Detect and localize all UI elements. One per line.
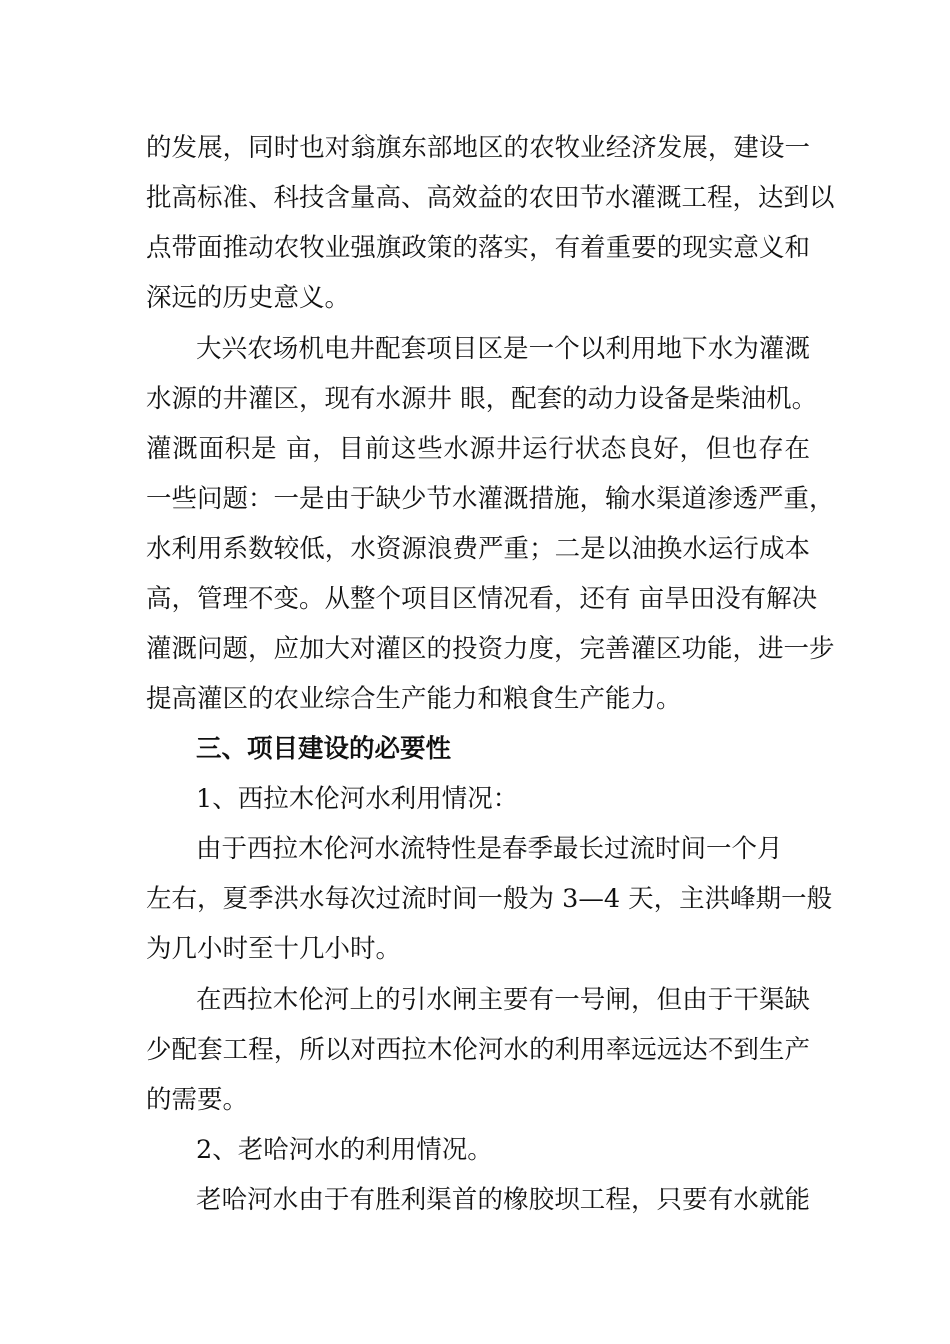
body-text-line: 为几小时至十几小时。: [146, 934, 402, 964]
paragraph-first-line: 老哈河水由于有胜利渠首的橡胶坝工程，只要有水就能: [196, 1185, 810, 1215]
paragraph-first-line: 大兴农场机电井配套项目区是一个以利用地下水为灌溉: [196, 334, 810, 364]
body-text-line: 高，管理不变。从整个项目区情况看，还有 亩旱田没有解决: [146, 584, 818, 614]
body-text-line: 一些问题：一是由于缺少节水灌溉措施，输水渠道渗透严重，: [146, 484, 835, 514]
body-text-line: 水源的井灌区，现有水源井 眼，配套的动力设备是柴油机。: [146, 384, 818, 414]
subsection-heading: 2、老哈河水的利用情况。: [196, 1135, 493, 1165]
body-text-line: 灌溉面积是 亩，目前这些水源井运行状态良好，但也存在: [146, 434, 810, 464]
body-text-line: 提高灌区的农业综合生产能力和粮食生产能力。: [146, 684, 682, 714]
paragraph-first-line: 由于西拉木伦河水流特性是春季最长过流时间一个月: [196, 834, 783, 864]
body-text-line: 的发展，同时也对翁旗东部地区的农牧业经济发展，建设一: [146, 133, 810, 163]
body-text-line: 的需要。: [146, 1085, 249, 1115]
subsection-heading: 1、西拉木伦河水利用情况：: [196, 784, 519, 814]
section-heading: 三、项目建设的必要性: [196, 734, 452, 764]
body-text-line: 灌溉问题，应加大对灌区的投资力度，完善灌区功能，进一步: [146, 634, 835, 664]
body-text-line: 左右，夏季洪水每次过流时间一般为 3—4 天，主洪峰期一般: [146, 884, 833, 914]
body-text-line: 少配套工程，所以对西拉木伦河水的利用率远远达不到生产: [146, 1035, 810, 1065]
paragraph-first-line: 在西拉木伦河上的引水闸主要有一号闸，但由于干渠缺: [196, 985, 810, 1015]
body-text-line: 深远的历史意义。: [146, 283, 351, 313]
body-text-line: 点带面推动农牧业强旗政策的落实，有着重要的现实意义和: [146, 233, 810, 263]
body-text-line: 水利用系数较低，水资源浪费严重；二是以油换水运行成本: [146, 534, 810, 564]
body-text-line: 批高标准、科技含量高、高效益的农田节水灌溉工程，达到以: [146, 183, 835, 213]
